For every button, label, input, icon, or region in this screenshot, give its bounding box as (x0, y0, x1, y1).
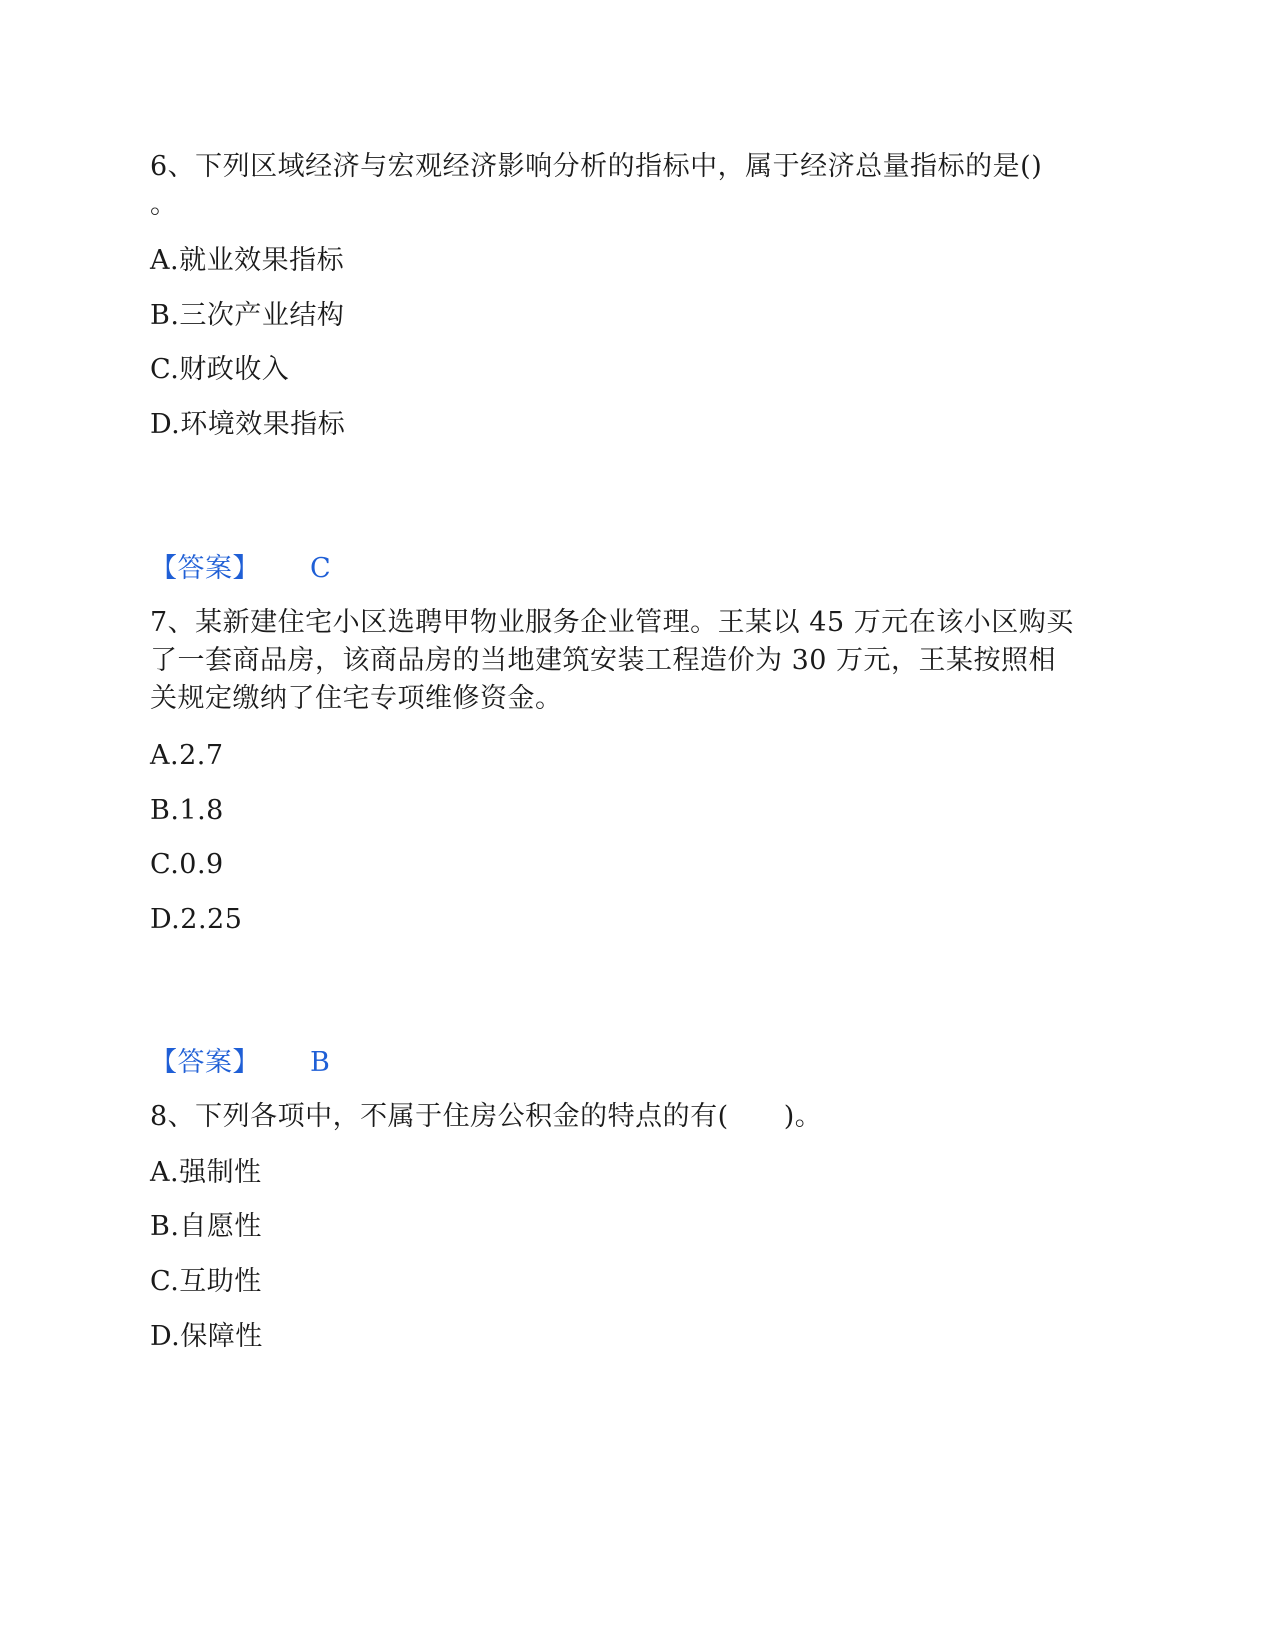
question-6-option-c: C.财政收入 (150, 354, 290, 385)
question-6-option-a: A.就业效果指标 (150, 245, 345, 276)
question-6-answer (150, 549, 332, 589)
question-8-option-c: C.互助性 (150, 1266, 262, 1297)
question-8-option-a: A.强制性 (150, 1157, 262, 1188)
question-7-option-c: C.0.9 (150, 849, 224, 880)
question-6-stem-line-1: 6、下列区域经济与宏观经济影响分析的指标中，属于经济总量指标的是() (150, 151, 1043, 182)
answer-label: 【答案】 (150, 1047, 260, 1078)
answer-value: B (310, 1047, 331, 1078)
question-6-stem-line-2: 。 (150, 189, 178, 220)
question-7-stem-line-2: 了一套商品房，该商品房的当地建筑安装工程造价为 30 万元，王某按照相 (150, 645, 1057, 676)
question-6-option-b: B.三次产业结构 (150, 300, 345, 331)
question-7-option-a: A.2.7 (150, 740, 224, 771)
question-7-stem-line-1: 7、某新建住宅小区选聘甲物业服务企业管理。王某以 45 万元在该小区购买 (150, 607, 1074, 638)
question-8-option-d: D.保障性 (150, 1321, 263, 1352)
question-7-option-b: B.1.8 (150, 795, 224, 826)
answer-value: C (310, 553, 332, 584)
answer-label: 【答案】 (150, 553, 260, 584)
question-8-stem-line-1: 8、下列各项中，不属于住房公积金的特点的有( )。 (150, 1101, 823, 1132)
question-7-answer (150, 1043, 331, 1083)
question-8-option-b: B.自愿性 (150, 1211, 262, 1242)
question-6-option-d: D.环境效果指标 (150, 409, 346, 440)
question-7-stem-line-3: 关规定缴纳了住宅专项维修资金。 (150, 683, 563, 714)
question-7-option-d: D.2.25 (150, 904, 243, 935)
